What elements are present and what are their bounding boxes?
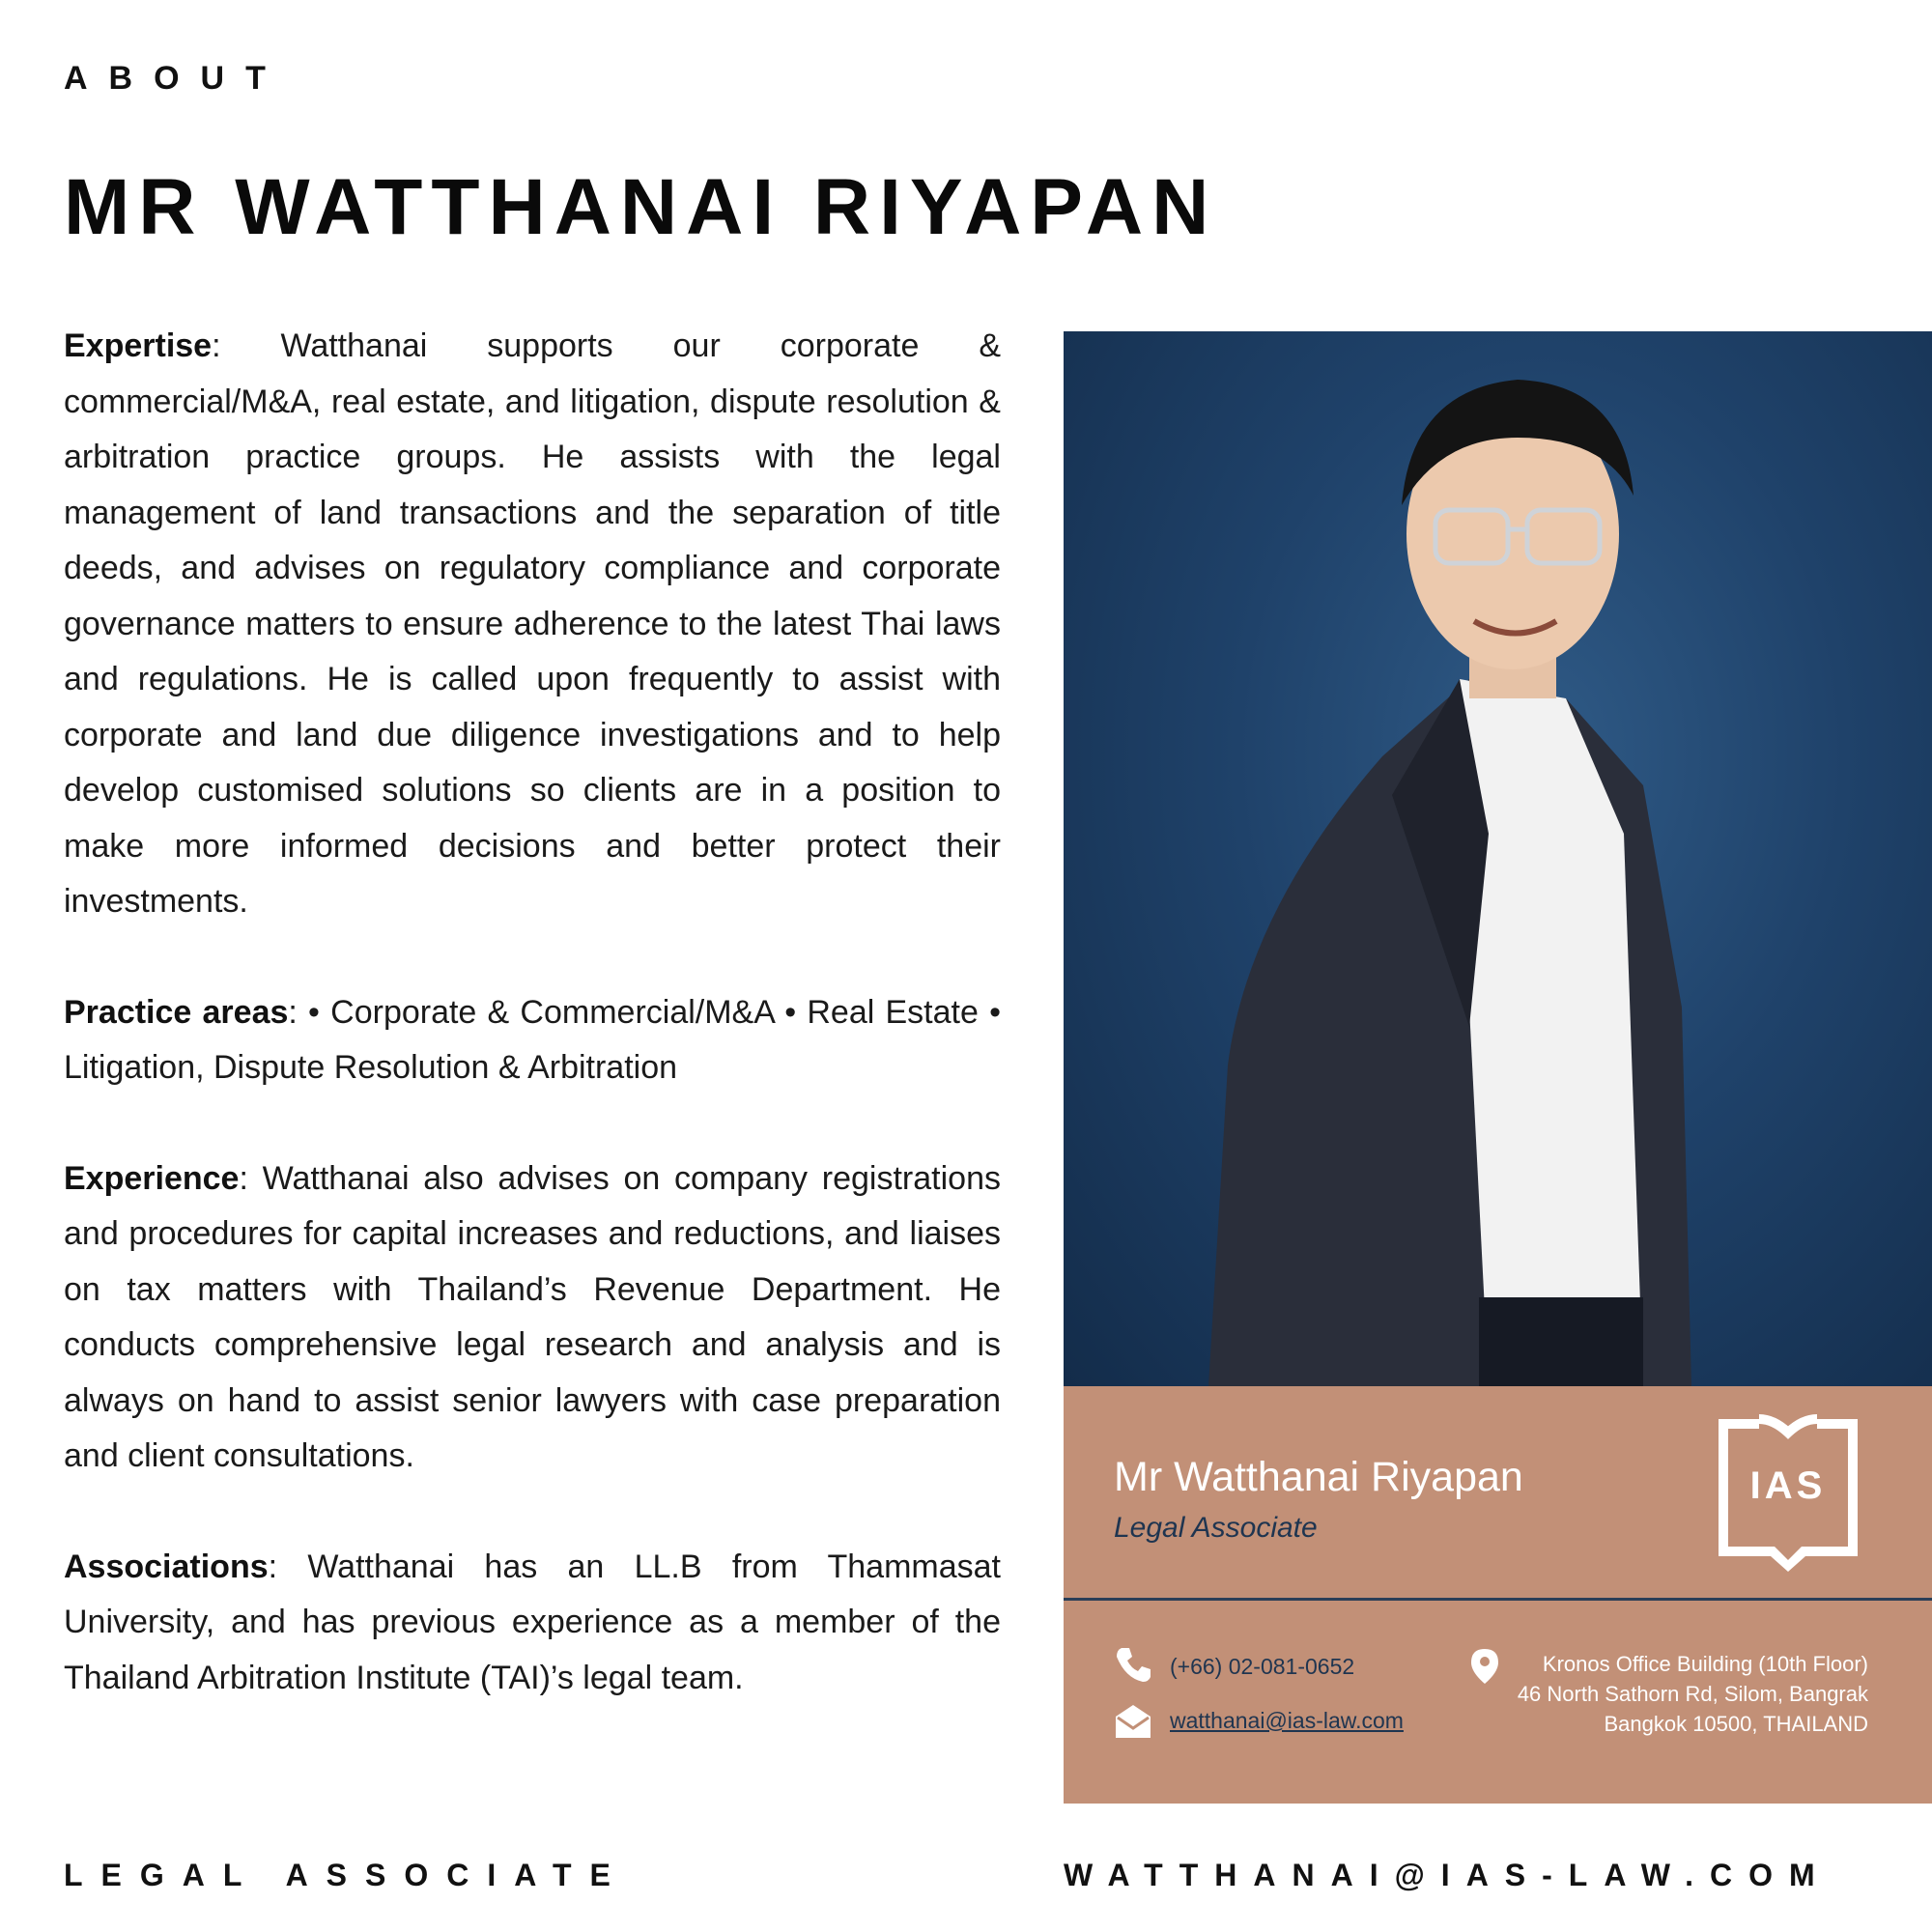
address-line-1: Kronos Office Building (10th Floor) [1542,1652,1868,1676]
portrait-illustration [1064,331,1932,1386]
logo-text: IAS [1749,1464,1827,1507]
ias-logo [1711,1411,1865,1576]
card-name: Mr Watthanai Riyapan [1114,1454,1523,1500]
email-link[interactable]: watthanai@ias-law.com [1170,1708,1404,1733]
office-address [1463,1649,1868,1739]
address-line-2: 46 North Sathorn Rd, Silom, Bangrak [1517,1682,1868,1706]
experience-label: Experience [64,1159,240,1197]
contact-card [1064,1386,1932,1804]
bio-text [64,319,1001,1761]
footer-email[interactable]: WATTHANAI@IAS-LAW.COM [1064,1858,1832,1892]
address-line-3: Bangkok 10500, THAILAND [1604,1712,1868,1736]
practice-paragraph: Practice areas: • Corporate & Commercial/M&A • Real Estate • Litigation, Dispute Resolution & Arbitration [64,993,1001,1086]
expertise-label: Expertise [64,327,213,364]
experience-text: Watthanai also advises on company registrations and procedures for capital increases and reductions, and liaises on tax matters with Thailand’s Revenue Department. He conducts comprehensive legal research and analysis and is always on hand to assist senior lawyers with case preparation and client consultations. [64,1159,1001,1474]
experience-paragraph: Experience: Watthanai also advises on company registrations and procedures for capital increases and reductions, and liaises on tax matters with Thailand’s Revenue Department. He conducts comprehensive legal research and analysis and is always on hand to assist senior lawyers with case preparation and client consultations. [64,1159,1001,1474]
section-kicker: ABOUT [64,60,287,97]
practice-label: Practice areas [64,993,289,1031]
associations-text: Watthanai has an LL.B from Thammasat University, and has previous experience as a member of the Thailand Arbitration Institute (TAI)’s legal team. [64,1548,1001,1696]
card-job-title: Legal Associate [1114,1512,1318,1544]
expertise-paragraph: Expertise: Watthanai supports our corporate & commercial/M&A, real estate, and litigation, dispute resolution & arbitration practice groups. He assists with the legal management of land transactions and the separation of title deeds, and advises on regulatory compliance and corporate governance matters to ensure adherence to the latest Thai laws and regulations. He is called upon frequently to assist with corporate and land due diligence investigations and to help develop customised solutions so clients are in a position to make more informed decisions and better protect their investments. [64,327,1001,920]
phone-number[interactable]: (+66) 02-081-0652 [1170,1654,1355,1679]
page-title: MR WATTHANAI RIYAPAN [64,163,1218,251]
phone-icon [1114,1645,1152,1684]
practice-text: • Corporate & Commercial/M&A • Real Estate • Litigation, Dispute Resolution & Arbitration [64,993,1001,1086]
associations-paragraph: Associations: Watthanai has an LL.B from Thammasat University, and has previous experience as a member of the Thailand Arbitration Institute (TAI)’s legal team. [64,1548,1001,1696]
portrait-photo [1064,331,1932,1386]
associations-label: Associations [64,1548,269,1585]
footer-role: LEGAL ASSOCIATE [64,1858,629,1892]
card-divider [1064,1598,1932,1601]
expertise-text: Watthanai supports our corporate & commercial/M&A, real estate, and litigation, dispute resolution & arbitration practice groups. He assists with the legal management of land transactions and the separation of title deeds, and advises on regulatory compliance and corporate governance matters to ensure adherence to the latest Thai laws and regulations. He is called upon frequently to assist with corporate and land due diligence investigations and to help develop customised solutions so clients are in a position to make more informed decisions and better protect their investments. [64,327,1001,920]
mail-icon [1114,1701,1152,1740]
